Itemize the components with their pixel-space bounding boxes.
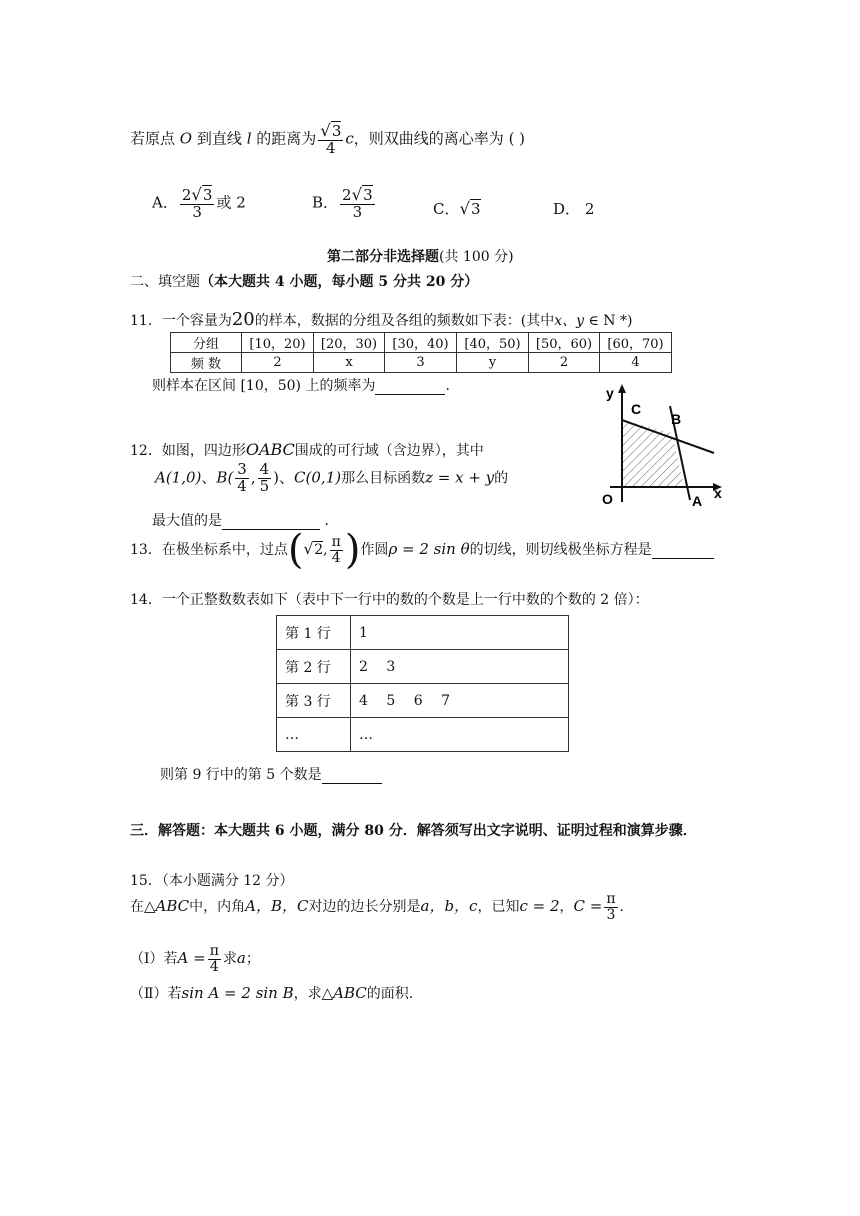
q10-option-a: A． $\frac{2√3}{3}$ 或 2 xyxy=(152,185,246,221)
label-b: B xyxy=(671,411,682,427)
label-o: O xyxy=(602,491,613,507)
q14-stem: 14．一个正整数数表如下（表中下一行中的数的个数是上一行中数的个数的 2 倍）： xyxy=(130,592,649,608)
table-cell: [60，70) xyxy=(600,333,672,353)
q15-header: 15．（本小题满分 12 分） xyxy=(130,873,294,889)
table-cell: 第 2 行 xyxy=(277,650,351,684)
table-row xyxy=(277,616,569,650)
label-y: y xyxy=(606,385,614,401)
q10-option-d: D． 2 xyxy=(553,200,595,218)
table-row xyxy=(277,650,569,684)
table-cell: [40，50) xyxy=(457,333,529,353)
q14-answer-line: 则第 9 行中的第 5 个数是 xyxy=(160,764,382,784)
q10-stem: 若原点 O 到直线 l 的距离为 $\frac{√3}{4}$ c，则双曲线的离心率为 ( ) xyxy=(130,121,526,157)
table-cell: 4 xyxy=(600,353,672,373)
number-table xyxy=(276,615,569,752)
frequency-table xyxy=(170,332,672,373)
table-cell: 4 5 6 7 xyxy=(351,684,569,718)
answer-blank xyxy=(652,542,714,559)
label-a: A xyxy=(692,493,703,508)
q15-stem: 在△ABC中，内角A，B，C对边的边长分别是a，b，c，已知c = 2，C = $\frac{\pi}{3}$ ． xyxy=(130,891,634,923)
answer-blank xyxy=(322,767,382,784)
table-cell: [30，40) xyxy=(385,333,457,353)
answer-blank xyxy=(222,513,320,530)
section3-heading: 三．解答题：本大题共 6 小题，满分 80 分．解答须写出文字说明、证明过程和演算步骤． xyxy=(130,823,697,839)
table-row xyxy=(277,718,569,752)
q11-answer-line: 则样本在区间 [10，50) 上的频率为 . xyxy=(152,378,450,394)
q15-part2: （Ⅱ）若sin A = 2 sin B，求△ABC的面积. xyxy=(130,984,414,1002)
section2-heading: 二、填空题（本大题共 4 小题，每小题 5 分共 20 分） xyxy=(130,274,479,290)
q10-option-b: B． $\frac{2√3}{3}$ xyxy=(312,185,373,221)
table-cell: 第 1 行 xyxy=(277,616,351,650)
table-cell: 频 数 xyxy=(171,353,242,373)
q15-part1: （Ⅰ）若A = $\frac{\pi}{4}$ 求a； xyxy=(130,943,260,975)
q12-stem: 12．如图，四边形OABC围成的可行域（含边界），其中 xyxy=(130,440,484,459)
table-cell: 第 3 行 xyxy=(277,684,351,718)
table-cell: [10，20) xyxy=(242,333,314,353)
label-c: C xyxy=(631,401,642,417)
table-cell: y xyxy=(457,353,529,373)
q12-points: A(1,0)、B( $\frac{3}{4}$ , $\frac{4}{5}$ )、C(0,1)那么目标函数z = x + y的 xyxy=(155,460,509,495)
table-cell: [20，30) xyxy=(314,333,385,353)
table-cell: 3 xyxy=(385,353,457,373)
table-cell: x xyxy=(314,353,385,373)
q12-answer-line: 最大值的是 . xyxy=(152,513,329,529)
table-cell: 2 3 xyxy=(351,650,569,684)
table-row xyxy=(171,353,672,373)
table-cell: 2 xyxy=(529,353,600,373)
table-cell: … xyxy=(351,718,569,752)
table-cell: … xyxy=(277,718,351,752)
distance-fraction: $\frac{√3}{4}$ xyxy=(320,121,342,157)
q10-option-c: C．√3 xyxy=(433,199,481,218)
table-cell: 1 xyxy=(351,616,569,650)
table-cell: 分组 xyxy=(171,333,242,353)
q13-stem: 13．在极坐标系中，过点(√2, $\frac{\pi}{4}$ )作圆ρ = 2 sin θ的切线，则切线极坐标方程是 xyxy=(130,530,714,570)
table-row xyxy=(171,333,672,353)
feasible-region-figure xyxy=(588,378,728,508)
answer-blank xyxy=(375,378,445,395)
part2-title: 第二部分非选择题(共 100 分) xyxy=(327,249,514,265)
table-cell: [50，60) xyxy=(529,333,600,353)
q11-stem: 11．一个容量为20的样本，数据的分组及各组的频数如下表：(其中x、y ∈ N *) xyxy=(130,309,633,330)
table-cell: 2 xyxy=(242,353,314,373)
table-row xyxy=(277,684,569,718)
label-x: x xyxy=(714,485,722,501)
